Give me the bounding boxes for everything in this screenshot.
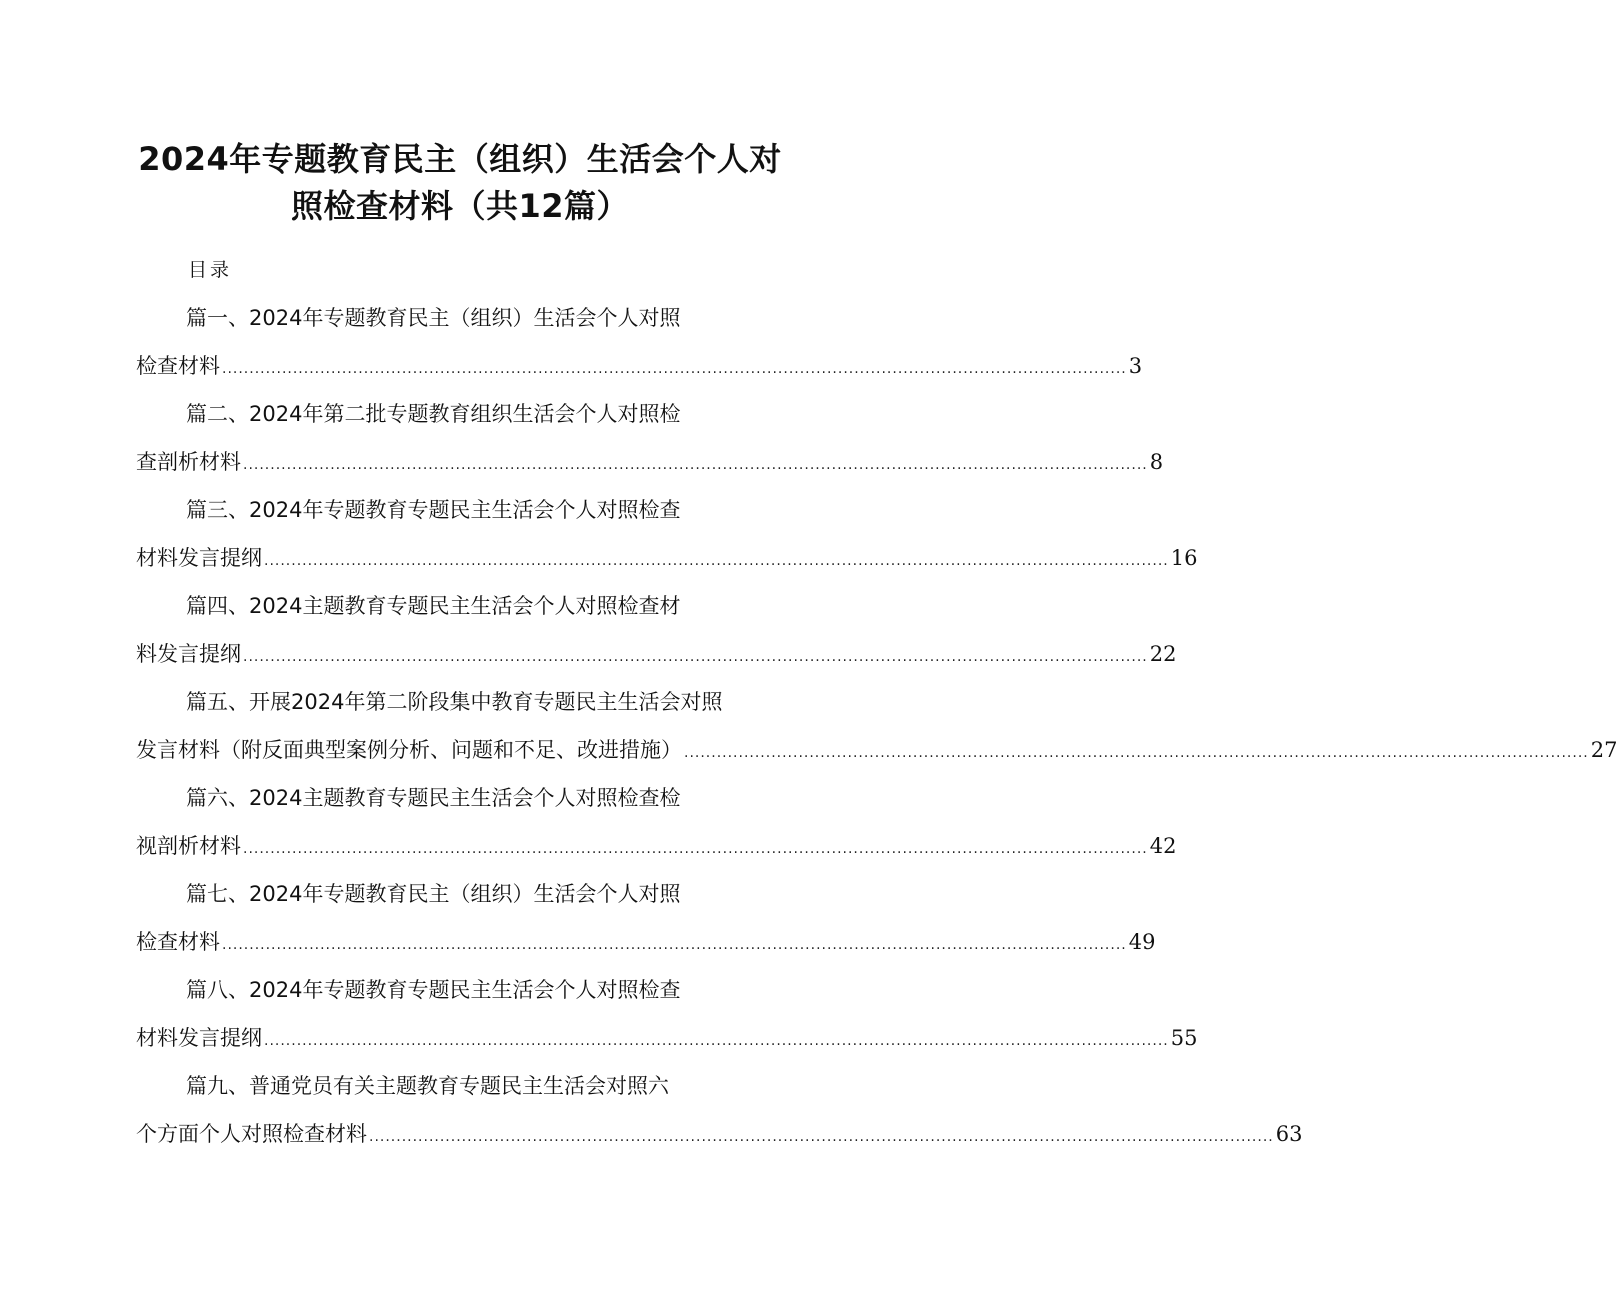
toc-entry-continuation bbox=[136, 926, 1156, 961]
toc-entry-2[interactable] bbox=[0, 392, 1164, 488]
toc-entry-continuation bbox=[136, 734, 1617, 769]
toc-entry-title-continued: 材料发言提纲 bbox=[136, 546, 262, 570]
toc-page-number: 8 bbox=[1149, 450, 1164, 474]
toc-entry-title-continued: 材料发言提纲 bbox=[136, 1026, 262, 1050]
dot-leader: ...................................................................................................................................................................... bbox=[684, 745, 1589, 761]
toc-entry-continuation bbox=[136, 1022, 1198, 1057]
toc-entry-title: 篇一、2024年专题教育民主（组织）生活会个人对照 bbox=[186, 306, 681, 330]
toc-entry-4[interactable] bbox=[0, 584, 1177, 680]
toc-page-number: 16 bbox=[1170, 546, 1198, 570]
toc-page-number: 3 bbox=[1128, 354, 1143, 378]
dot-leader: ...................................................................................................................................................................... bbox=[243, 649, 1148, 665]
toc-entry-title: 篇三、2024年专题教育专题民主生活会个人对照检查 bbox=[186, 498, 681, 522]
table-of-contents bbox=[0, 296, 1617, 1160]
toc-entry-title-continued: 检查材料 bbox=[136, 930, 220, 954]
toc-page-number: 27 bbox=[1590, 738, 1617, 762]
toc-entry-title-continued: 个方面个人对照检查材料 bbox=[136, 1122, 367, 1146]
toc-entry-title-continued: 视剖析材料 bbox=[136, 834, 241, 858]
dot-leader: ...................................................................................................................................................................... bbox=[222, 937, 1127, 953]
toc-entry-title: 篇九、普通党员有关主题教育专题民主生活会对照六 bbox=[186, 1074, 669, 1098]
toc-entry-continuation bbox=[136, 350, 1143, 385]
toc-entry-continuation bbox=[136, 830, 1177, 865]
document-title-line-1: 2024年专题教育民主（组织）生活会个人对 bbox=[138, 140, 782, 178]
toc-entry-title: 篇七、2024年专题教育民主（组织）生活会个人对照 bbox=[186, 882, 681, 906]
dot-leader: ...................................................................................................................................................................... bbox=[222, 361, 1127, 377]
dot-leader: ...................................................................................................................................................................... bbox=[264, 1033, 1169, 1049]
toc-entry-6[interactable] bbox=[0, 776, 1177, 872]
toc-page-number: 42 bbox=[1149, 834, 1177, 858]
toc-entry-title: 篇四、2024主题教育专题民主生活会个人对照检查材 bbox=[186, 594, 681, 618]
toc-entry-9[interactable] bbox=[0, 1064, 1303, 1160]
toc-entry-1[interactable] bbox=[0, 296, 1143, 392]
toc-entry-title: 篇五、开展2024年第二阶段集中教育专题民主生活会对照 bbox=[186, 690, 723, 714]
dot-leader: ...................................................................................................................................................................... bbox=[369, 1129, 1274, 1145]
toc-entry-title-continued: 查剖析材料 bbox=[136, 450, 241, 474]
toc-entry-title: 篇八、2024年专题教育专题民主生活会个人对照检查 bbox=[186, 978, 681, 1002]
toc-entry-continuation bbox=[136, 542, 1198, 577]
toc-entry-continuation bbox=[136, 446, 1164, 481]
toc-heading: 目录 bbox=[188, 259, 233, 281]
toc-entry-continuation bbox=[136, 638, 1177, 673]
toc-entry-title: 篇六、2024主题教育专题民主生活会个人对照检查检 bbox=[186, 786, 681, 810]
toc-page-number: 55 bbox=[1170, 1026, 1198, 1050]
toc-entry-5[interactable] bbox=[0, 680, 1617, 776]
toc-entry-continuation bbox=[136, 1118, 1303, 1153]
toc-entry-7[interactable] bbox=[0, 872, 1156, 968]
dot-leader: ...................................................................................................................................................................... bbox=[243, 841, 1148, 857]
toc-entry-title-continued: 料发言提纲 bbox=[136, 642, 241, 666]
toc-page-number: 22 bbox=[1149, 642, 1177, 666]
dot-leader: ...................................................................................................................................................................... bbox=[264, 553, 1169, 569]
document-title-line-2: 照检查材料（共12篇） bbox=[290, 187, 630, 225]
toc-entry-title-continued: 检查材料 bbox=[136, 354, 220, 378]
toc-page-number: 63 bbox=[1275, 1122, 1303, 1146]
dot-leader: ...................................................................................................................................................................... bbox=[243, 457, 1148, 473]
toc-entry-8[interactable] bbox=[0, 968, 1198, 1064]
toc-entry-title: 篇二、2024年第二批专题教育组织生活会个人对照检 bbox=[186, 402, 681, 426]
toc-entry-title-continued: 发言材料（附反面典型案例分析、问题和不足、改进措施） bbox=[136, 738, 682, 762]
toc-entry-3[interactable] bbox=[0, 488, 1198, 584]
toc-page-number: 49 bbox=[1128, 930, 1156, 954]
